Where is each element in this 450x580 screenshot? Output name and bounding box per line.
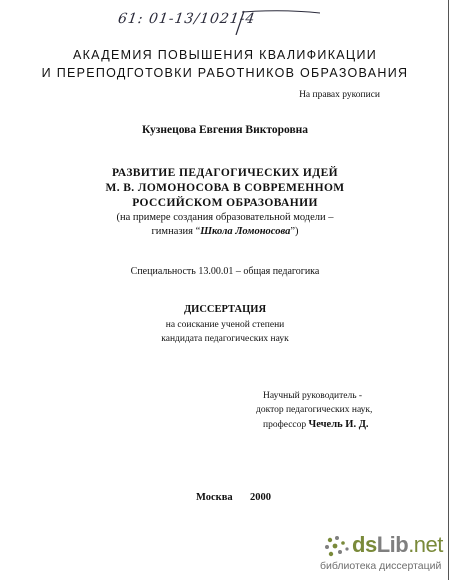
degree-line-1: на соискание ученой степени <box>165 320 285 330</box>
school-name: Школа Ломоносова <box>200 226 291 237</box>
subtitle-suffix: ”) <box>290 226 299 237</box>
advisor-line-3 <box>263 419 369 430</box>
title-line-1: РАЗВИТИЕ ПЕДАГОГИЧЕСКИХ ИДЕЙ <box>111 167 339 179</box>
handwritten-archive-note <box>118 9 338 43</box>
title-line-2: М. В. ЛОМОНОСОВА В СОВРЕМЕННОМ <box>105 182 345 194</box>
page-edge-line <box>448 0 449 580</box>
author-name: Кузнецова Евгения Викторовна <box>141 124 309 136</box>
city: Москва <box>196 492 233 503</box>
year: 2000 <box>250 492 271 503</box>
dslib-watermark <box>320 528 448 576</box>
dslib-logo-text <box>352 532 443 558</box>
subtitle-line-1: (на примере создания образовательной модели – <box>116 212 334 223</box>
title-line-3: РОССИЙСКОМ ОБРАЗОВАНИИ <box>132 197 318 209</box>
institution-line-2: И ПЕРЕПОДГОТОВКИ РАБОТНИКОВ ОБРАЗОВАНИЯ <box>41 66 409 80</box>
manuscript-rights-note: На правах рукописи <box>299 90 380 100</box>
dissertation-heading: ДИССЕРТАЦИЯ <box>183 304 267 315</box>
specialty-line: Специальность 13.00.01 – общая педагогика <box>130 266 320 277</box>
degree-line-2: кандидата педагогических наук <box>161 334 289 344</box>
advisor-line-1: Научный руководитель - <box>263 391 363 401</box>
advisor-name: Чечель И. Д. <box>308 419 369 430</box>
subtitle-prefix: гимназия “ <box>151 226 201 237</box>
advisor-title: профессор <box>263 420 309 430</box>
dslib-caption: библиотека диссертаций <box>320 560 442 572</box>
logo-net: .net <box>408 532 443 557</box>
subtitle-line-2 <box>0 226 450 237</box>
dslib-logo-dots-icon <box>322 534 352 560</box>
logo-ds: ds <box>352 532 377 557</box>
institution-line-1: АКАДЕМИЯ ПОВЫШЕНИЯ КВАЛИФИКАЦИИ <box>72 48 378 62</box>
advisor-line-2: доктор педагогических наук, <box>256 405 373 415</box>
logo-lib: Lib <box>376 532 409 557</box>
handwritten-note-text: 61: 01-13/1021-4 <box>116 11 257 27</box>
